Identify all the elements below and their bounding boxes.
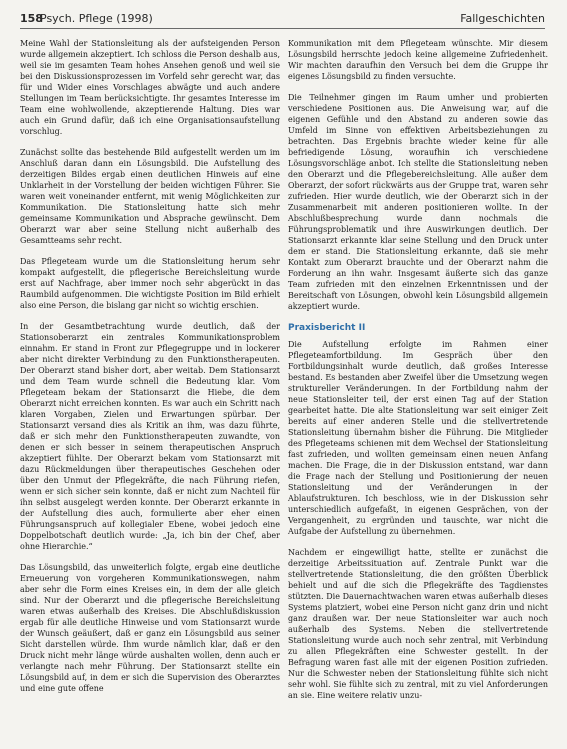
paragraph: Die Aufstellung erfolgte im Rahmen einer Pflegeteamfortbildung. Im Gespräch über den Fortbildungsinhalt wurde deutlich, daß großes Interesse bestand. Es bestanden aber Zweifel über die Umsetzung wegen struktureller Veränderungen. In der Fortbildung nahm der neue Stationsleiter teil, der erst einen Tag auf der Station gearbeitet hatte. Die alte Stationsleitung war seit einiger Zeit bereits auf einer anderen Stelle und die stellvertretende Stationsleitung übernahm bisher die Führung. Die Mitglieder des Pflegeteams schienen mit dem Wechsel der Stationsleitung fast zufrieden, und wollten gemeinsam einen neuen Anfang machen. Die Frage, die in der Diskussion entstand, war dann die Frage nach der Stellung und Positionierung der neuen Stationsleitung und der Veränderungen in der Ablaufstrukturen. Ich beschloss, wie in der Diskussion sehr unterschiedlich aufgefaßt, in eigenen Gesprächen, von der Vergangenheit, zu ergründen und tauschte, war nicht die Aufgabe der Aufstellung zu übernehmen. [288,340,548,536]
header-rule [20,28,545,29]
paragraph: Meine Wahl der Stationsleitung als der aufsteigenden Person wurde allgemein akzeptiert. Ich schloss die Person deshalb aus, weil sie im gesamten Team hohes Ansehen genoß und weil sie bei den Diskussionsprozessen im Vorfeld sehr gerecht war, das für und Wider eines Vorschlages abwägte und auch andere Stellungen im Team berücksichtigte. Ihr gesamtes Interesse im Team eine wohlwollende, akzeptierende Haltung. Dies war auch ein Grund dafür, daß ich eine Organisationsaufstellung vorschlug. [20,39,280,136]
paragraph: Das Lösungsbild, das unweiterlich folgte, ergab eine deutliche Erneuerung von vorgeheren Kommunikationswegen, nahm aber sehr die Form eines Kreises ein, in dem der alle gleich sind. Nur der Oberarzt und die pflegerische Bereichsleitung waren etwas außerhalb des Kreises. Die Abschlußdiskussion ergab für alle deutliche Hinweise und vom Stationsarzt wurde der Wunsch geäußert, daß er ganz ein Lösungsbild aus seiner Sicht darstellen würde. Ihm wurde nämlich klar, daß er den Druck nicht mehr länge würde aushalten wollen, denn auch er verlangte nach mehr Führung. Der Stationsarzt stellte ein Lösungsbild auf, in dem er sich die Supervision des Oberarztes und eine gute offene [20,563,280,693]
journal-citation: Psych. Pflege (1998) [40,12,153,25]
section-title: Fallgeschichten [460,12,545,25]
paragraph: Zunächst sollte das bestehende Bild aufgestellt werden um im Anschluß daran dann ein Lösungsbild. Die Aufstellung des derzeitigen Bildes ergab einen deutlichen Hinweis auf eine Unklarheit in der Vorstellung der beiden wichtigen Führer. Sie waren weit voneinander entfernt, mit wenig Möglichkeiten zur Kommunikation. Die Stationsleitung hatte sich mehr gemeinsame Kommunikation und Absprache gewünscht. Dem Oberarzt war aber seine Stellung nicht außerhalb des Gesamtteams sehr recht. [20,148,280,245]
page-number: 158 [20,12,43,25]
case-heading: Praxisbericht II [288,323,366,333]
left-column [20,38,280,704]
paragraph: In der Gesamtbetrachtung wurde deutlich, daß der Stationsoberarzt ein zentrales Kommunikationsproblem einnahm. Er stand in Front zur Pflegegruppe und in lockerer aber nicht direkter Verbindung zu den Funktionstherapeuten. Der Oberarzt stand bisher dort, aber weitab. Dem Stationsarzt und dem Team wurde schnell die Bedeutung klar. Vom Pflegeteam bekam der Stationsarzt die Hiebe, die dem Oberarzt nicht erreichen konnten. Es war auch ein Schritt nach klaren Vorgaben, Zielen und Erwartungen spürbar. Der Stationsarzt versand dies als Kritik an ihm, was dazu führte, daß er sich mehr den Funktionstherapeuten zuwandte, von denen er sich besser in seinem therapeutischen Anspruch akzeptiert fühlte. Der Oberarzt bekam vom Stationsarzt mit dazu Rückmeldungen über therapeutisches Geschehen oder über den Unmut der Pflegekräfte, die nach Führung riefen, wenn er sich sicher sein konnte, daß er nicht zum Nachteil für ihn selbst ausgelegt werden konnte. Der Oberarzt erkannte in der Aufstellung dies auch, formulierte aber eher einen Führungsanspruch auf kollegialer Ebene, wobei jedoch eine Doppelbotschaft deutlich wurde: „Ja, ich bin der Chef, aber ohne Hierarchie.“ [20,322,280,551]
running-header [20,12,545,28]
paragraph: Das Pflegeteam wurde um die Stationsleitung herum sehr kompakt aufgestellt, die pflegerische Bereichsleitung wurde erst auf Nachfrage, aber immer noch sehr abgerückt in das Raumbild aufgenommen. Die wichtigste Position im Bild erhielt also eine Person, die bislang gar nicht so wichtig erschien. [20,257,280,310]
paragraph: Die Teilnehmer gingen im Raum umher und probierten verschiedene Positionen aus. Die Anweisung war, auf die eigenen Gefühle und den Abstand zu anderen sowie das Umfeld im Sinne von effektiven Arbeitsbeziehungen zu betrachten. Das Ergebnis brachte wieder keine für alle befriedigende Lösung, woraufhin ich verschiedene Lösungsvorschläge anbot. Ich stellte die Stationsleitung neben den Oberarzt und die Pflegebereichsleitung. Alle außer dem Oberarzt, der sofort rückwärts aus der Gruppe trat, waren sehr zufrieden. Hier wurde deutlich, wie der Oberarzt sich in der Zusammenarbeit mit anderen positionieren wollte. In der Abschlußbesprechung wurde dann nochmals die Führungsproblematik und ihre Auswirkungen deutlich. Der Stationsarzt erkannte klar seine Stellung und den Druck unter dem er stand. Die Stationsleitung erkannte, daß sie mehr Kontakt zum Oberarzt brauchte und der Oberarzt nahm die Forderung an ihn wahr. Insgesamt äußerte sich das ganze Team zufrieden mit den einzelnen Erkenntnissen und der Bereitschaft von Lösungen, obwohl kein Lösungsbild allgemein akzeptiert wurde. [288,93,548,311]
right-column [288,38,548,711]
paragraph: Nachdem er eingewilligt hatte, stellte er zunächst die derzeitige Arbeitssituation auf. Zentrale Punkt war die stellvertretende Stationsleitung, die den größten Überblick behielt und auf die sich die Pflegekräfte des Tagdienstes stützten. Die Dauernachtwachen waren etwas außerhalb dieses Systems platziert, wobei eine Person nicht ganz drin und nicht ganz draußen war. Der neue Stationsleiter war auch noch außerhalb des Systems. Neben die stellvertretende Stationsleitung wurde auch noch sehr zentral, mit Verbindung zu allen Pflegekräften eine Schwester gestellt. In der Befragung waren fast alle mit der eigenen Position zufrieden. Nur die Schwester neben der Stationsleitung fühlte sich nicht sehr wohl. Sie fühlte sich zu zentral, mit zu viel Anforderungen an sie. Eine weitere relativ unzu- [288,548,548,700]
paragraph: Kommunikation mit dem Pflegeteam wünschte. Mir diesem Lösungsbild herrschte jedoch keine allgemeine Zufriedenheit. Wir machten daraufhin den Versuch bei dem die Gruppe ihr eigenes Lösungsbild zu finden versuchte. [288,39,548,81]
